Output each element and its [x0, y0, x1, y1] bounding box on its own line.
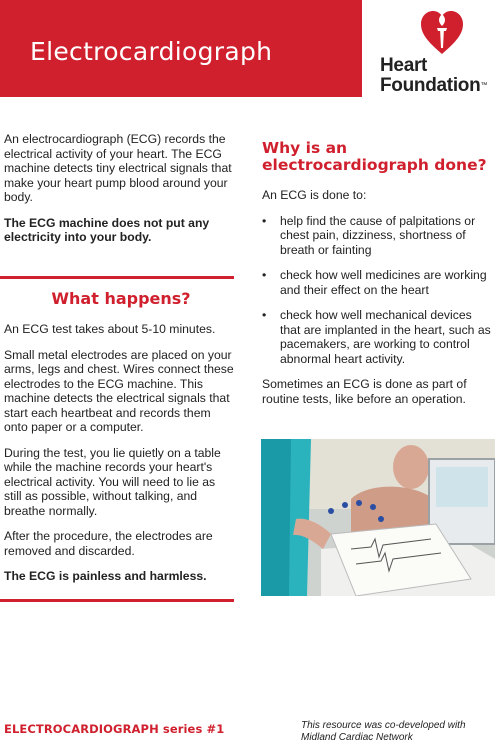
- why-outro: Sometimes an ECG is done as part of routine tests, like before an operation.: [262, 377, 467, 406]
- page-title: Electrocardiograph: [30, 37, 273, 66]
- series-label: ELECTROCARDIOGRAPH series #1: [4, 722, 225, 736]
- trademark-mark: ™: [480, 82, 488, 89]
- bullet-glyph: •: [262, 268, 267, 282]
- heart-foundation-logo: [374, 8, 492, 98]
- what-happens-body: [4, 322, 236, 595]
- intro-note: The ECG machine does not put any electricity into your body.: [4, 215, 210, 244]
- bullet-glyph: •: [262, 213, 267, 228]
- section-divider-bottom: [0, 599, 234, 602]
- logo-wordmark: [380, 56, 487, 96]
- title-banner: [0, 0, 362, 97]
- ecg-procedure-illustration: [261, 439, 495, 596]
- logo-line-foundation: Foundation: [380, 75, 481, 96]
- credit-line-1: This resource was co-developed with: [301, 720, 466, 731]
- ecg-photo: [261, 439, 495, 596]
- electrodes-paragraph: Small metal electrodes are placed on your arms, legs and chest. Wires connect these electrodes to the ECG machine. This machine detects the electrical signals that start each heartbeat and records them onto paper or a computer.: [4, 347, 234, 434]
- what-happens-heading-wrap: [4, 289, 238, 308]
- left-column: [4, 132, 236, 256]
- credit-line-2: Midland Cardiac Network: [301, 732, 413, 743]
- why-heading: Why is an electrocardiograph done?: [262, 139, 487, 174]
- intro-paragraph: An electrocardiograph (ECG) records the electrical activity of your heart. The ECG machine detects tiny electrical signals that make your heart pump blood around your body.: [4, 132, 232, 204]
- logo-line-heart: Heart: [380, 55, 428, 76]
- during-test-paragraph: During the test, you lie quietly on a table while the machine records your heart's electrical activity. You will need to lie as still as possible, without talking, and breathe normally.: [4, 445, 221, 518]
- what-happens-heading: What happens?: [51, 289, 191, 308]
- section-divider-top: [0, 276, 234, 279]
- list-item: • check how well medicines are working and their effect on the heart: [262, 268, 487, 297]
- painless-note: The ECG is painless and harmless.: [4, 569, 207, 583]
- why-intro: An ECG is done to:: [262, 188, 367, 202]
- after-procedure-paragraph: After the procedure, the electrodes are removed and discarded.: [4, 529, 213, 558]
- heart-torch-icon: [420, 8, 464, 56]
- duration-paragraph: An ECG test takes about 5-10 minutes.: [4, 322, 216, 336]
- list-item: • check how well mechanical devices that are implanted in the heart, such as pacemakers, are working to control abnormal heart activity.: [262, 308, 491, 366]
- list-item: • help find the cause of palpitations or chest pain, dizziness, shortness of breath or fainting: [262, 213, 476, 257]
- bullet-glyph: •: [262, 308, 267, 322]
- reasons-list: [262, 214, 492, 367]
- credit-note: [301, 720, 495, 744]
- right-column: [262, 140, 492, 417]
